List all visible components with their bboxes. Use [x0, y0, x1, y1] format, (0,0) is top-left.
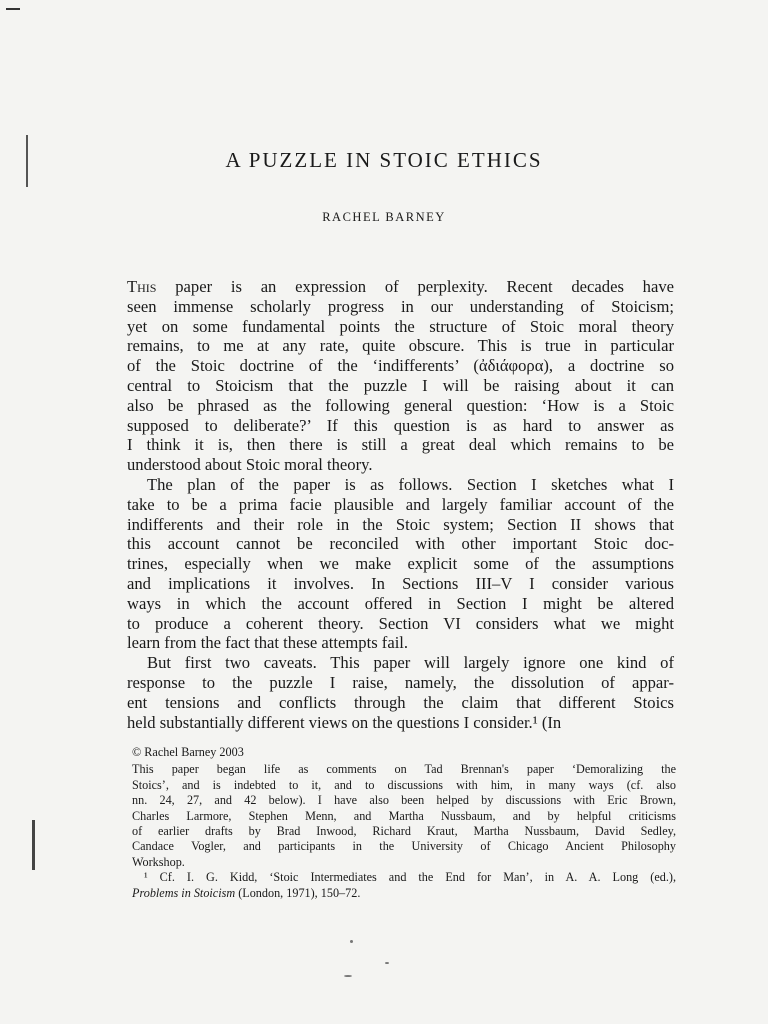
text-line [127, 633, 674, 653]
text-line [127, 713, 674, 733]
text-line [127, 396, 674, 416]
footnote-marker: ¹ [144, 870, 148, 885]
note-line: Candace Vogler, and participants in the University of Chicago Ancient Philosophy [132, 839, 676, 854]
line-text: take to be a prima facie plausible and largely familiar account of the [127, 494, 674, 514]
note-line: nn. 24, 27, and 42 below). I have also been helped by discussions with Eric Brown, [132, 793, 676, 808]
line-text: yet on some fundamental points the structure of Stoic moral theory [127, 316, 674, 336]
acknowledgement-note [132, 762, 676, 870]
text-line [127, 475, 674, 495]
text-line [127, 495, 674, 515]
text-line [127, 574, 674, 594]
line-text: supposed to deliberate?’ If this question is as hard to answer as [127, 415, 674, 435]
text-line [127, 614, 674, 634]
line-text: learn from the fact that these attempts fail. [127, 633, 409, 653]
line-text: seen immense scholarly progress in our understanding of Stoicism; [127, 296, 674, 316]
text-line [127, 534, 674, 554]
footnotes [132, 745, 676, 901]
text-line [127, 416, 674, 436]
footnote-1 [132, 870, 676, 885]
text-line [127, 356, 674, 376]
line-text: remains, to me at any rate, quite obscure. This is true in particular [127, 336, 674, 356]
scan-mark [6, 8, 20, 10]
footnote-1-cont [132, 886, 676, 901]
note-line: of earlier drafts by Brad Inwood, Richard Kraut, Martha Nussbaum, David Sedley, [132, 823, 676, 838]
line-text: paper is an expression of perplexity. Recent decades have [156, 277, 674, 296]
text-line [127, 594, 674, 614]
body-text [127, 277, 674, 732]
text-line [127, 673, 674, 693]
note-line: Stoics’, and is indebted to it, and to discussions with him, in many ways (cf. also [132, 777, 676, 792]
line-text: held substantially different views on the questions I consider.¹ (In [127, 712, 562, 732]
copyright-line: © Rachel Barney 2003 [132, 745, 244, 759]
note-line: Charles Larmore, Stephen Menn, and Martha Nussbaum, and by helpful criticisms [132, 808, 676, 823]
opening-word: This [127, 277, 157, 296]
line-text: also be phrased as the following general question: ‘How is a Stoic [127, 395, 674, 415]
footnote-citation: (London, 1971), 150–72. [235, 885, 361, 900]
text-line [127, 435, 674, 455]
paper-title: A PUZZLE IN STOIC ETHICS [225, 148, 543, 172]
text-line [127, 455, 674, 475]
line-text: central to Stoicism that the puzzle I will be raising about it can [127, 375, 674, 395]
line-text: The plan of the paper is as follows. Section I sketches what I [147, 474, 674, 494]
line-text: ent tensions and conflicts through the claim that different Stoics [127, 692, 674, 712]
note-line: Workshop. [132, 854, 185, 869]
scan-speck [344, 975, 352, 977]
text-line [127, 554, 674, 574]
footnote-text: Cf. I. G. Kidd, ‘Stoic Intermediates and the End for Man’, in A. A. Long (ed.), [159, 870, 676, 885]
text-line [127, 336, 674, 356]
note-line: This paper began life as comments on Tad Brennan's paper ‘Demoralizing the [132, 762, 676, 777]
line-text: response to the puzzle I raise, namely, the dissolution of appar- [127, 672, 674, 692]
line-text: trines, especially when we make explicit some of the assumptions [127, 554, 674, 574]
line-text: and implications it involves. In Sections III–V I consider various [127, 573, 674, 593]
text-line [127, 376, 674, 396]
line-text: to produce a coherent theory. Section VI considers what we might [127, 613, 674, 633]
line-text: ways in which the account offered in Section I might be altered [127, 593, 674, 613]
line-text: indifferents and their role in the Stoic system; Section II shows that [127, 514, 674, 534]
scan-speck [385, 962, 389, 964]
text-line [127, 515, 674, 535]
author-name: RACHEL BARNEY [322, 210, 446, 224]
scan-speck [350, 940, 353, 943]
line-text: of the Stoic doctrine of the ‘indifferents’ (ἀδιάφορα), a doctrine so [127, 356, 674, 376]
text-line [127, 277, 674, 297]
footnote-book-title: Problems in Stoicism [132, 885, 236, 900]
text-line [127, 653, 674, 673]
line-text: this account cannot be reconciled with other important Stoic doc- [127, 534, 674, 554]
text-line [127, 297, 674, 317]
text-line [127, 693, 674, 713]
text-line [127, 317, 674, 337]
scan-mark [32, 820, 35, 870]
line-text: I think it is, then there is still a great deal which remains to be [127, 435, 674, 455]
line-text: understood about Stoic moral theory. [127, 455, 373, 475]
line-text: But first two caveats. This paper will largely ignore one kind of [147, 653, 674, 673]
